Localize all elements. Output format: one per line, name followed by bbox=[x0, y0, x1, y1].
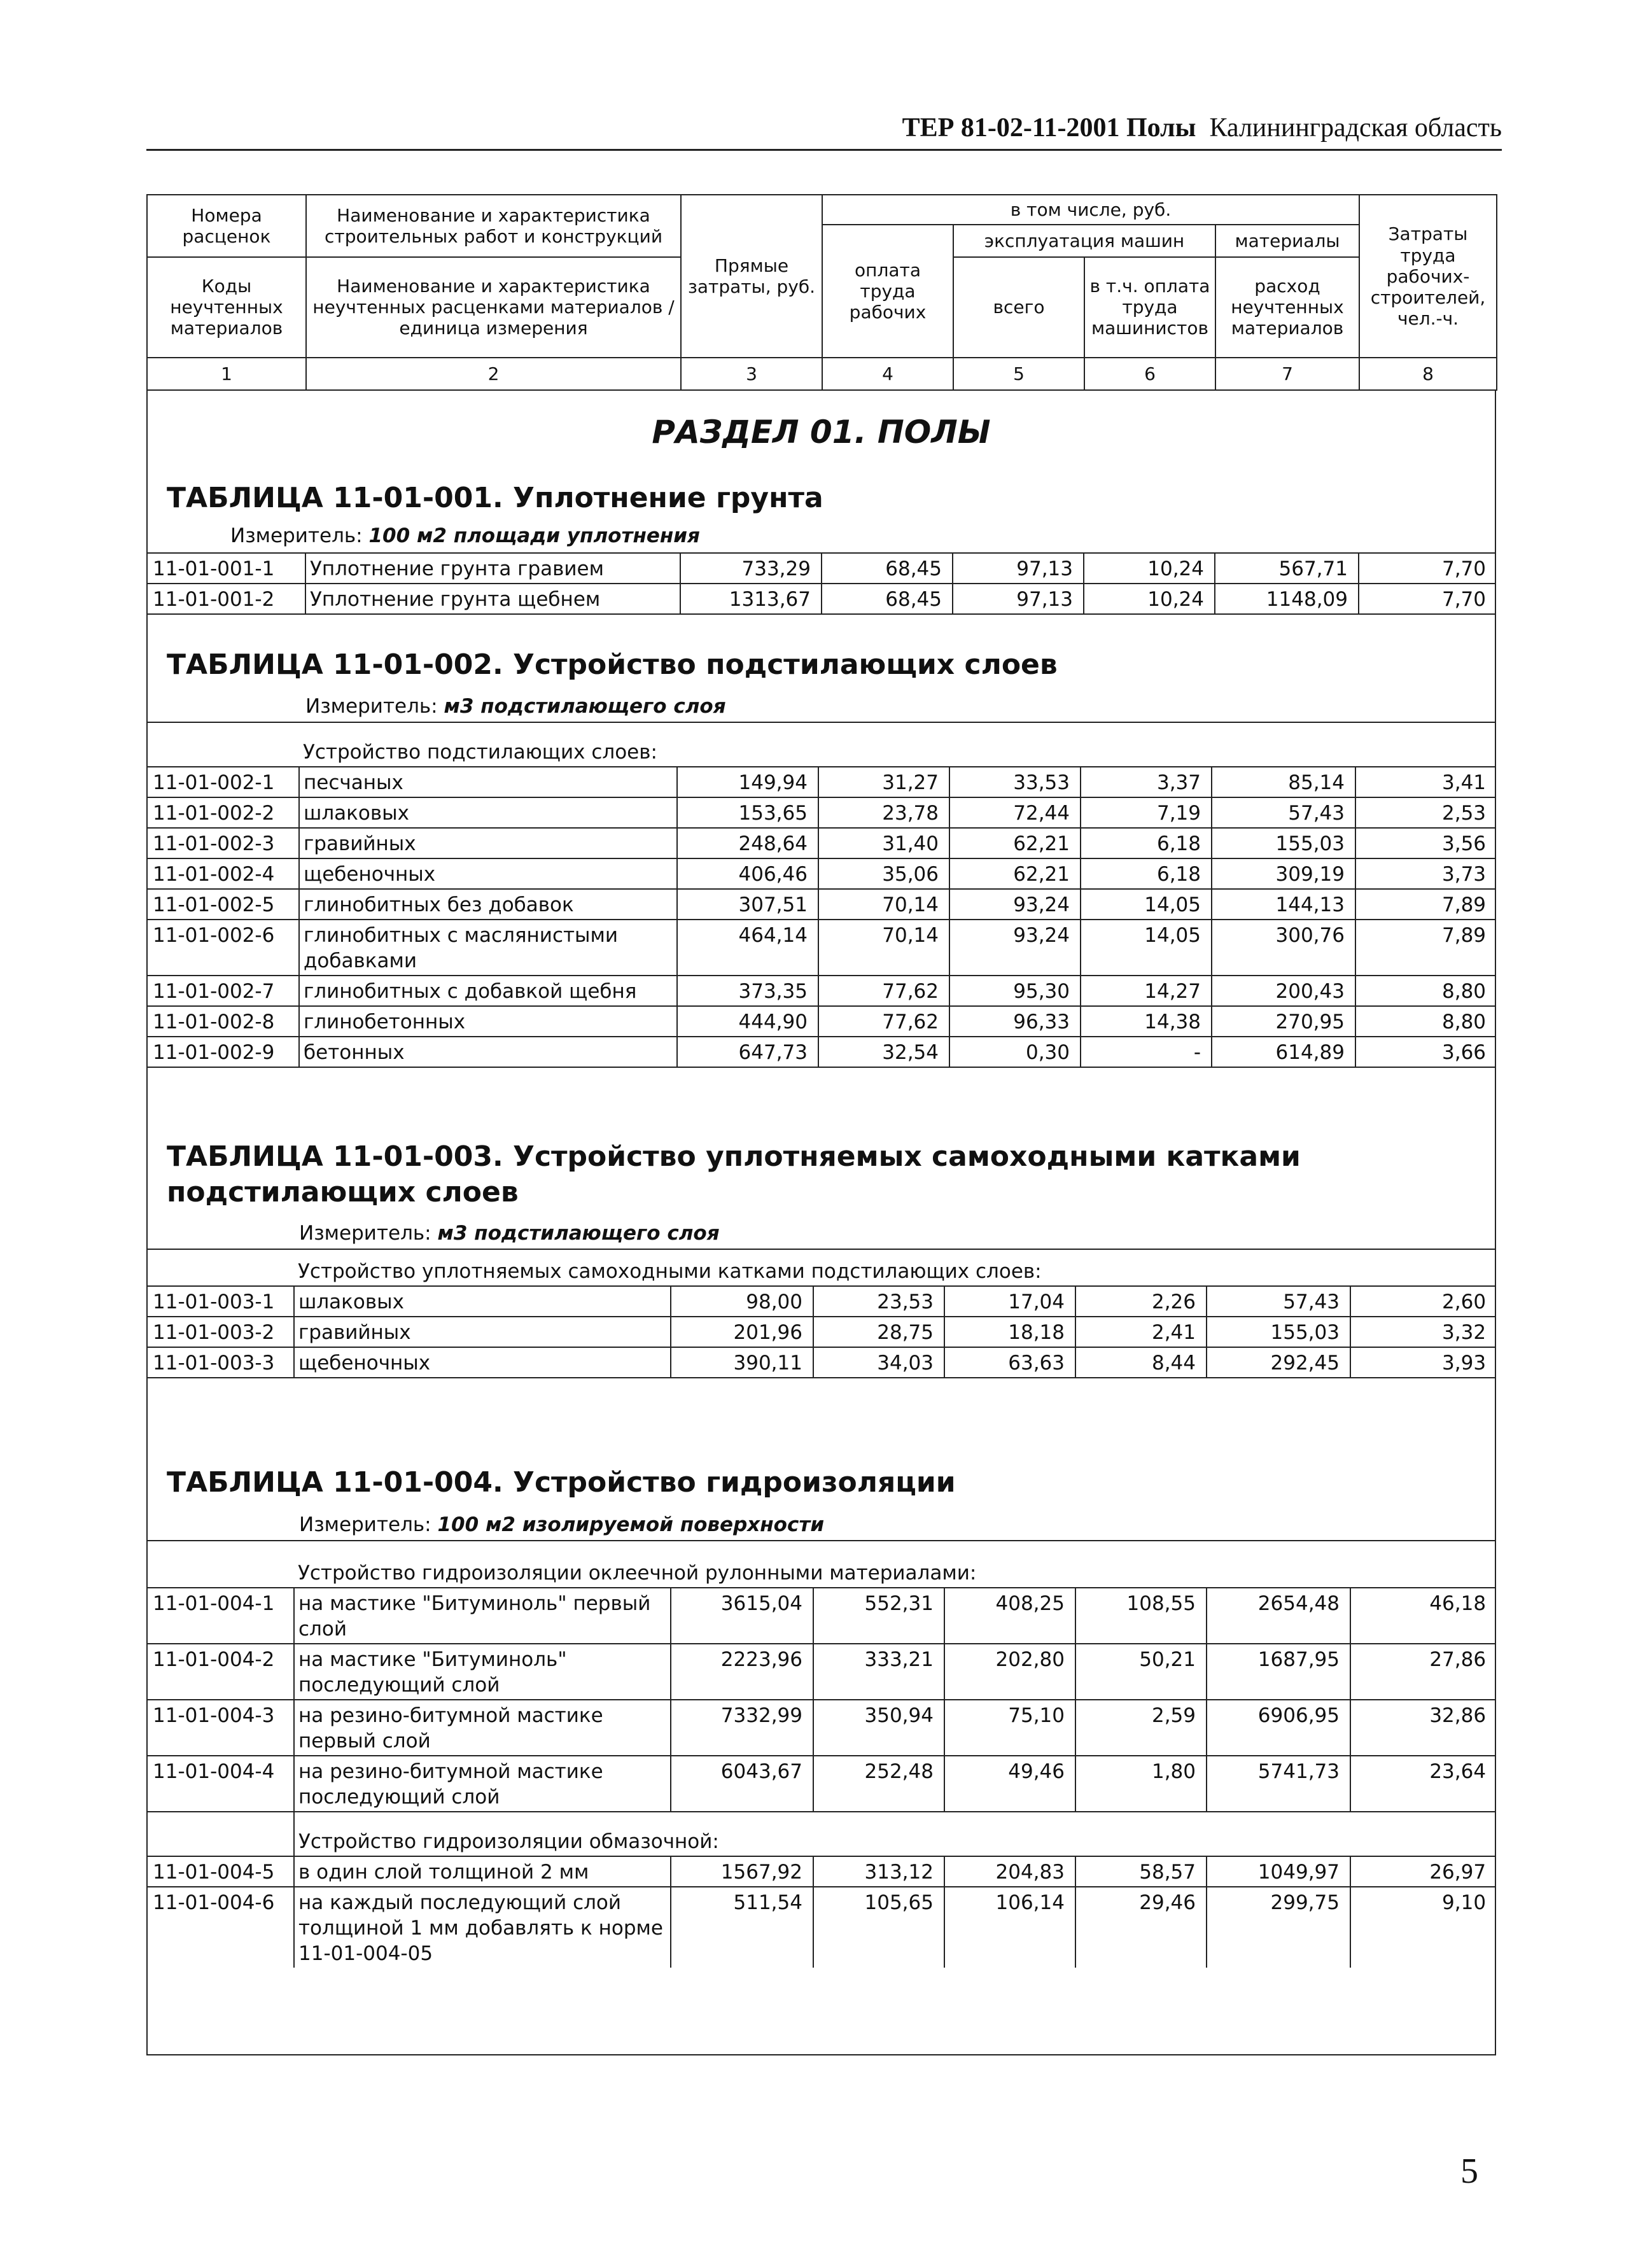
row-machines: 408,25 bbox=[944, 1588, 1075, 1644]
row-machines: 97,13 bbox=[953, 553, 1084, 584]
table-row bbox=[146, 1756, 1496, 1812]
row-name: шлаковых bbox=[299, 797, 677, 828]
row-hours: 3,56 bbox=[1355, 828, 1496, 858]
row-direct: 1567,92 bbox=[671, 1856, 813, 1887]
row-labor: 77,62 bbox=[818, 976, 949, 1006]
row-name: щебеночных bbox=[299, 858, 677, 889]
row-machines: 95,30 bbox=[949, 976, 1081, 1006]
row-machines: 0,30 bbox=[949, 1037, 1081, 1067]
row-name: бетонных bbox=[299, 1037, 677, 1067]
row-hours: 7,70 bbox=[1359, 553, 1496, 584]
row-hours: 2,60 bbox=[1350, 1286, 1496, 1317]
table-row bbox=[146, 828, 1496, 858]
row-direct: 390,11 bbox=[671, 1347, 813, 1378]
row-operators: 2,59 bbox=[1075, 1700, 1207, 1756]
header-col5: всего bbox=[953, 257, 1084, 358]
row-operators: - bbox=[1081, 1037, 1212, 1067]
row-operators: 10,24 bbox=[1084, 553, 1215, 584]
group-row bbox=[146, 1541, 1496, 1588]
row-materials: 300,76 bbox=[1212, 920, 1355, 976]
running-head bbox=[146, 107, 1502, 151]
row-operators: 14,27 bbox=[1081, 976, 1212, 1006]
measure-line bbox=[230, 523, 700, 549]
row-machines: 17,04 bbox=[944, 1286, 1075, 1317]
row-labor: 252,48 bbox=[813, 1756, 944, 1812]
row-machines: 97,13 bbox=[953, 584, 1084, 614]
row-materials: 57,43 bbox=[1212, 797, 1355, 828]
measure-value: м3 подстилающего слоя bbox=[444, 695, 726, 718]
table-row bbox=[146, 797, 1496, 828]
row-materials: 614,89 bbox=[1212, 1037, 1355, 1067]
group-row bbox=[146, 1249, 1496, 1286]
row-labor: 70,14 bbox=[818, 889, 949, 920]
measure-label: Измеритель: bbox=[299, 1513, 431, 1536]
row-labor: 28,75 bbox=[813, 1317, 944, 1347]
row-machines: 93,24 bbox=[949, 889, 1081, 920]
row-name: Уплотнение грунта гравием bbox=[305, 553, 680, 584]
row-machines: 93,24 bbox=[949, 920, 1081, 976]
row-name: гравийных bbox=[299, 828, 677, 858]
data-table-11-01-001 bbox=[146, 552, 1496, 615]
row-labor: 350,94 bbox=[813, 1700, 944, 1756]
row-name: на мастике "Битуминоль" последующий слой bbox=[294, 1644, 671, 1700]
row-labor: 70,14 bbox=[818, 920, 949, 976]
table-title: ТАБЛИЦА 11-01-003. Устройство уплотняемых самоходными катками подстилающих слоев bbox=[167, 1140, 1301, 1208]
row-operators: 6,18 bbox=[1081, 858, 1212, 889]
measure-line bbox=[299, 1512, 824, 1537]
table-row bbox=[146, 1887, 1496, 1968]
row-name: песчаных bbox=[299, 767, 677, 797]
table-title: ТАБЛИЦА 11-01-002. Устройство подстилающих слоев bbox=[167, 648, 1058, 681]
group-label: Устройство гидроизоляции обмазочной: bbox=[294, 1812, 1496, 1856]
row-hours: 8,80 bbox=[1355, 1006, 1496, 1037]
row-direct: 373,35 bbox=[677, 976, 818, 1006]
measure-label: Измеритель: bbox=[299, 1222, 431, 1245]
row-labor: 31,27 bbox=[818, 767, 949, 797]
row-labor: 23,53 bbox=[813, 1286, 944, 1317]
header-number: 8 bbox=[1359, 358, 1497, 390]
row-labor: 77,62 bbox=[818, 1006, 949, 1037]
row-materials: 6906,95 bbox=[1207, 1700, 1350, 1756]
header-col8: Затраты труда рабочих-строителей, чел.-ч. bbox=[1359, 195, 1497, 358]
data-table-11-01-003 bbox=[146, 1249, 1496, 1378]
table-row bbox=[146, 584, 1496, 614]
row-name: щебеночных bbox=[294, 1347, 671, 1378]
row-direct: 2223,96 bbox=[671, 1644, 813, 1700]
running-head-region: Калининградская область bbox=[1209, 113, 1502, 143]
row-hours: 32,86 bbox=[1350, 1700, 1496, 1756]
row-operators: 1,80 bbox=[1075, 1756, 1207, 1812]
row-operators: 8,44 bbox=[1075, 1347, 1207, 1378]
measure-line bbox=[299, 1221, 720, 1246]
row-direct: 1313,67 bbox=[680, 584, 822, 614]
header-materials: материалы bbox=[1215, 225, 1359, 257]
row-direct: 406,46 bbox=[677, 858, 818, 889]
table-row bbox=[146, 976, 1496, 1006]
table-row bbox=[146, 1347, 1496, 1378]
row-direct: 153,65 bbox=[677, 797, 818, 828]
row-hours: 8,80 bbox=[1355, 976, 1496, 1006]
row-operators: 2,41 bbox=[1075, 1317, 1207, 1347]
row-hours: 46,18 bbox=[1350, 1588, 1496, 1644]
row-name: Уплотнение грунта щебнем bbox=[305, 584, 680, 614]
row-materials: 567,71 bbox=[1215, 553, 1359, 584]
row-operators: 2,26 bbox=[1075, 1286, 1207, 1317]
group-row bbox=[146, 722, 1496, 767]
header-col1-bottom: Коды неучтенных материалов bbox=[147, 257, 306, 358]
row-labor: 552,31 bbox=[813, 1588, 944, 1644]
row-name: в один слой толщиной 2 мм bbox=[294, 1856, 671, 1887]
table-row bbox=[146, 1644, 1496, 1700]
header-col2-bottom: Наименование и характеристика неучтенных расценками материалов / единица измерения bbox=[306, 257, 681, 358]
row-machines: 62,21 bbox=[949, 828, 1081, 858]
row-name: глинобетонных bbox=[299, 1006, 677, 1037]
header-col7: расход неучтенных материалов bbox=[1215, 257, 1359, 358]
row-operators: 6,18 bbox=[1081, 828, 1212, 858]
header-col3: Прямые затраты, руб. bbox=[681, 195, 822, 358]
row-code: 11-01-004-4 bbox=[146, 1756, 294, 1812]
row-hours: 26,97 bbox=[1350, 1856, 1496, 1887]
row-code: 11-01-003-2 bbox=[146, 1317, 294, 1347]
row-direct: 248,64 bbox=[677, 828, 818, 858]
table-row bbox=[146, 889, 1496, 920]
row-materials: 270,95 bbox=[1212, 1006, 1355, 1037]
row-direct: 201,96 bbox=[671, 1317, 813, 1347]
row-hours: 3,41 bbox=[1355, 767, 1496, 797]
table-row bbox=[146, 1286, 1496, 1317]
row-labor: 35,06 bbox=[818, 858, 949, 889]
row-name: на резино-битумной мастике последующий слой bbox=[294, 1756, 671, 1812]
row-labor: 333,21 bbox=[813, 1644, 944, 1700]
row-code: 11-01-002-4 bbox=[146, 858, 299, 889]
row-hours: 3,73 bbox=[1355, 858, 1496, 889]
row-labor: 105,65 bbox=[813, 1887, 944, 1968]
row-materials: 2654,48 bbox=[1207, 1588, 1350, 1644]
row-labor: 313,12 bbox=[813, 1856, 944, 1887]
row-code: 11-01-002-9 bbox=[146, 1037, 299, 1067]
row-operators: 50,21 bbox=[1075, 1644, 1207, 1700]
header-col1-top: Номера расценок bbox=[147, 195, 306, 257]
row-operators: 10,24 bbox=[1084, 584, 1215, 614]
row-code: 11-01-002-7 bbox=[146, 976, 299, 1006]
table-row bbox=[146, 920, 1496, 976]
row-machines: 75,10 bbox=[944, 1700, 1075, 1756]
row-machines: 106,14 bbox=[944, 1887, 1075, 1968]
row-materials: 299,75 bbox=[1207, 1887, 1350, 1968]
row-materials: 200,43 bbox=[1212, 976, 1355, 1006]
row-direct: 3615,04 bbox=[671, 1588, 813, 1644]
row-code: 11-01-002-8 bbox=[146, 1006, 299, 1037]
row-machines: 62,21 bbox=[949, 858, 1081, 889]
row-name: глинобитных без добавок bbox=[299, 889, 677, 920]
row-code: 11-01-002-6 bbox=[146, 920, 299, 976]
row-labor: 31,40 bbox=[818, 828, 949, 858]
header-number: 6 bbox=[1084, 358, 1215, 390]
row-machines: 204,83 bbox=[944, 1856, 1075, 1887]
row-materials: 155,03 bbox=[1212, 828, 1355, 858]
row-operators: 14,38 bbox=[1081, 1006, 1212, 1037]
row-operators: 7,19 bbox=[1081, 797, 1212, 828]
row-materials: 144,13 bbox=[1212, 889, 1355, 920]
row-code: 11-01-001-2 bbox=[146, 584, 305, 614]
row-operators: 14,05 bbox=[1081, 889, 1212, 920]
data-table-11-01-002 bbox=[146, 722, 1496, 1068]
row-code: 11-01-004-1 bbox=[146, 1588, 294, 1644]
row-labor: 68,45 bbox=[822, 584, 953, 614]
row-direct: 444,90 bbox=[677, 1006, 818, 1037]
measure-label: Измеритель: bbox=[305, 695, 438, 718]
row-name: на мастике "Битуминоль" первый слой bbox=[294, 1588, 671, 1644]
row-hours: 3,93 bbox=[1350, 1347, 1496, 1378]
row-operators: 3,37 bbox=[1081, 767, 1212, 797]
row-name: глинобитных с добавкой щебня bbox=[299, 976, 677, 1006]
row-hours: 27,86 bbox=[1350, 1644, 1496, 1700]
row-name: глинобитных с маслянистыми добавками bbox=[299, 920, 677, 976]
row-operators: 14,05 bbox=[1081, 920, 1212, 976]
header-number: 5 bbox=[953, 358, 1084, 390]
measure-label: Измеритель: bbox=[230, 524, 363, 547]
table-row bbox=[146, 1700, 1496, 1756]
row-code: 11-01-004-2 bbox=[146, 1644, 294, 1700]
header-col6: в т.ч. оплата труда машинистов bbox=[1084, 257, 1215, 358]
row-code: 11-01-002-3 bbox=[146, 828, 299, 858]
row-machines: 18,18 bbox=[944, 1317, 1075, 1347]
row-hours: 2,53 bbox=[1355, 797, 1496, 828]
row-direct: 149,94 bbox=[677, 767, 818, 797]
header-col2-top: Наименование и характеристика строительных работ и конструкций bbox=[306, 195, 681, 257]
table-title: ТАБЛИЦА 11-01-001. Уплотнение грунта bbox=[167, 482, 823, 514]
header-col4: оплата труда рабочих bbox=[822, 225, 953, 358]
row-name: на каждый последующий слой толщиной 1 мм добавлять к норме 11-01-004-05 bbox=[294, 1887, 671, 1968]
row-code: 11-01-001-1 bbox=[146, 553, 305, 584]
row-code: 11-01-004-5 bbox=[146, 1856, 294, 1887]
row-operators: 108,55 bbox=[1075, 1588, 1207, 1644]
group-label: Устройство уплотняемых самоходными катками подстилающих слоев: bbox=[294, 1249, 1496, 1286]
row-materials: 5741,73 bbox=[1207, 1756, 1350, 1812]
row-name: шлаковых bbox=[294, 1286, 671, 1317]
row-machines: 202,80 bbox=[944, 1644, 1075, 1700]
measure-value: 100 м2 площади уплотнения bbox=[368, 524, 700, 547]
row-code: 11-01-003-1 bbox=[146, 1286, 294, 1317]
group-label: Устройство подстилающих слоев: bbox=[299, 722, 1496, 767]
group-row bbox=[146, 1812, 1496, 1856]
header-number: 1 bbox=[147, 358, 306, 390]
row-materials: 85,14 bbox=[1212, 767, 1355, 797]
row-operators: 58,57 bbox=[1075, 1856, 1207, 1887]
row-direct: 464,14 bbox=[677, 920, 818, 976]
row-labor: 68,45 bbox=[822, 553, 953, 584]
row-hours: 9,10 bbox=[1350, 1887, 1496, 1968]
row-labor: 32,54 bbox=[818, 1037, 949, 1067]
row-machines: 63,63 bbox=[944, 1347, 1075, 1378]
section-title: РАЗДЕЛ 01. ПОЛЫ bbox=[652, 414, 991, 451]
row-materials: 1049,97 bbox=[1207, 1856, 1350, 1887]
table-row bbox=[146, 1317, 1496, 1347]
row-code: 11-01-002-5 bbox=[146, 889, 299, 920]
header-number: 2 bbox=[306, 358, 681, 390]
row-hours: 7,70 bbox=[1359, 584, 1496, 614]
row-name: на резино-битумной мастике первый слой bbox=[294, 1700, 671, 1756]
row-direct: 307,51 bbox=[677, 889, 818, 920]
row-labor: 23,78 bbox=[818, 797, 949, 828]
table-row bbox=[146, 553, 1496, 584]
header-number: 3 bbox=[681, 358, 822, 390]
measure-value: м3 подстилающего слоя bbox=[437, 1222, 720, 1245]
row-machines: 96,33 bbox=[949, 1006, 1081, 1037]
row-machines: 33,53 bbox=[949, 767, 1081, 797]
running-head-code: ТЕР 81-02-11-2001 Полы bbox=[902, 113, 1196, 143]
table-row bbox=[146, 858, 1496, 889]
header-machines: эксплуатация машин bbox=[953, 225, 1215, 257]
table-title: ТАБЛИЦА 11-01-004. Устройство гидроизоляции bbox=[167, 1466, 956, 1499]
table-row bbox=[146, 1588, 1496, 1644]
row-machines: 72,44 bbox=[949, 797, 1081, 828]
row-materials: 57,43 bbox=[1207, 1286, 1350, 1317]
row-direct: 7332,99 bbox=[671, 1700, 813, 1756]
table-row bbox=[146, 1856, 1496, 1887]
header-number: 7 bbox=[1215, 358, 1359, 390]
row-machines: 49,46 bbox=[944, 1756, 1075, 1812]
row-materials: 155,03 bbox=[1207, 1317, 1350, 1347]
row-operators: 29,46 bbox=[1075, 1887, 1207, 1968]
row-materials: 309,19 bbox=[1212, 858, 1355, 889]
row-labor: 34,03 bbox=[813, 1347, 944, 1378]
row-direct: 511,54 bbox=[671, 1887, 813, 1968]
row-materials: 1148,09 bbox=[1215, 584, 1359, 614]
row-hours: 7,89 bbox=[1355, 920, 1496, 976]
row-materials: 292,45 bbox=[1207, 1347, 1350, 1378]
measure-value: 100 м2 изолируемой поверхности bbox=[437, 1513, 825, 1536]
row-direct: 98,00 bbox=[671, 1286, 813, 1317]
row-code: 11-01-002-1 bbox=[146, 767, 299, 797]
row-hours: 3,32 bbox=[1350, 1317, 1496, 1347]
data-table-11-01-004 bbox=[146, 1540, 1496, 1968]
row-hours: 7,89 bbox=[1355, 889, 1496, 920]
page-number: 5 bbox=[1460, 2152, 1478, 2191]
header-number: 4 bbox=[822, 358, 953, 390]
row-code: 11-01-003-3 bbox=[146, 1347, 294, 1378]
measure-line bbox=[305, 694, 726, 719]
row-code: 11-01-004-3 bbox=[146, 1700, 294, 1756]
group-label: Устройство гидроизоляции оклеечной рулонными материалами: bbox=[294, 1541, 1496, 1588]
table-row bbox=[146, 1037, 1496, 1067]
table-row bbox=[146, 1006, 1496, 1037]
row-code: 11-01-002-2 bbox=[146, 797, 299, 828]
row-materials: 1687,95 bbox=[1207, 1644, 1350, 1700]
row-direct: 6043,67 bbox=[671, 1756, 813, 1812]
row-hours: 23,64 bbox=[1350, 1756, 1496, 1812]
row-name: гравийных bbox=[294, 1317, 671, 1347]
row-direct: 647,73 bbox=[677, 1037, 818, 1067]
header-incl: в том числе, руб. bbox=[822, 195, 1359, 225]
row-direct: 733,29 bbox=[680, 553, 822, 584]
row-hours: 3,66 bbox=[1355, 1037, 1496, 1067]
row-code: 11-01-004-6 bbox=[146, 1887, 294, 1968]
table-row bbox=[146, 767, 1496, 797]
column-header bbox=[146, 194, 1496, 391]
